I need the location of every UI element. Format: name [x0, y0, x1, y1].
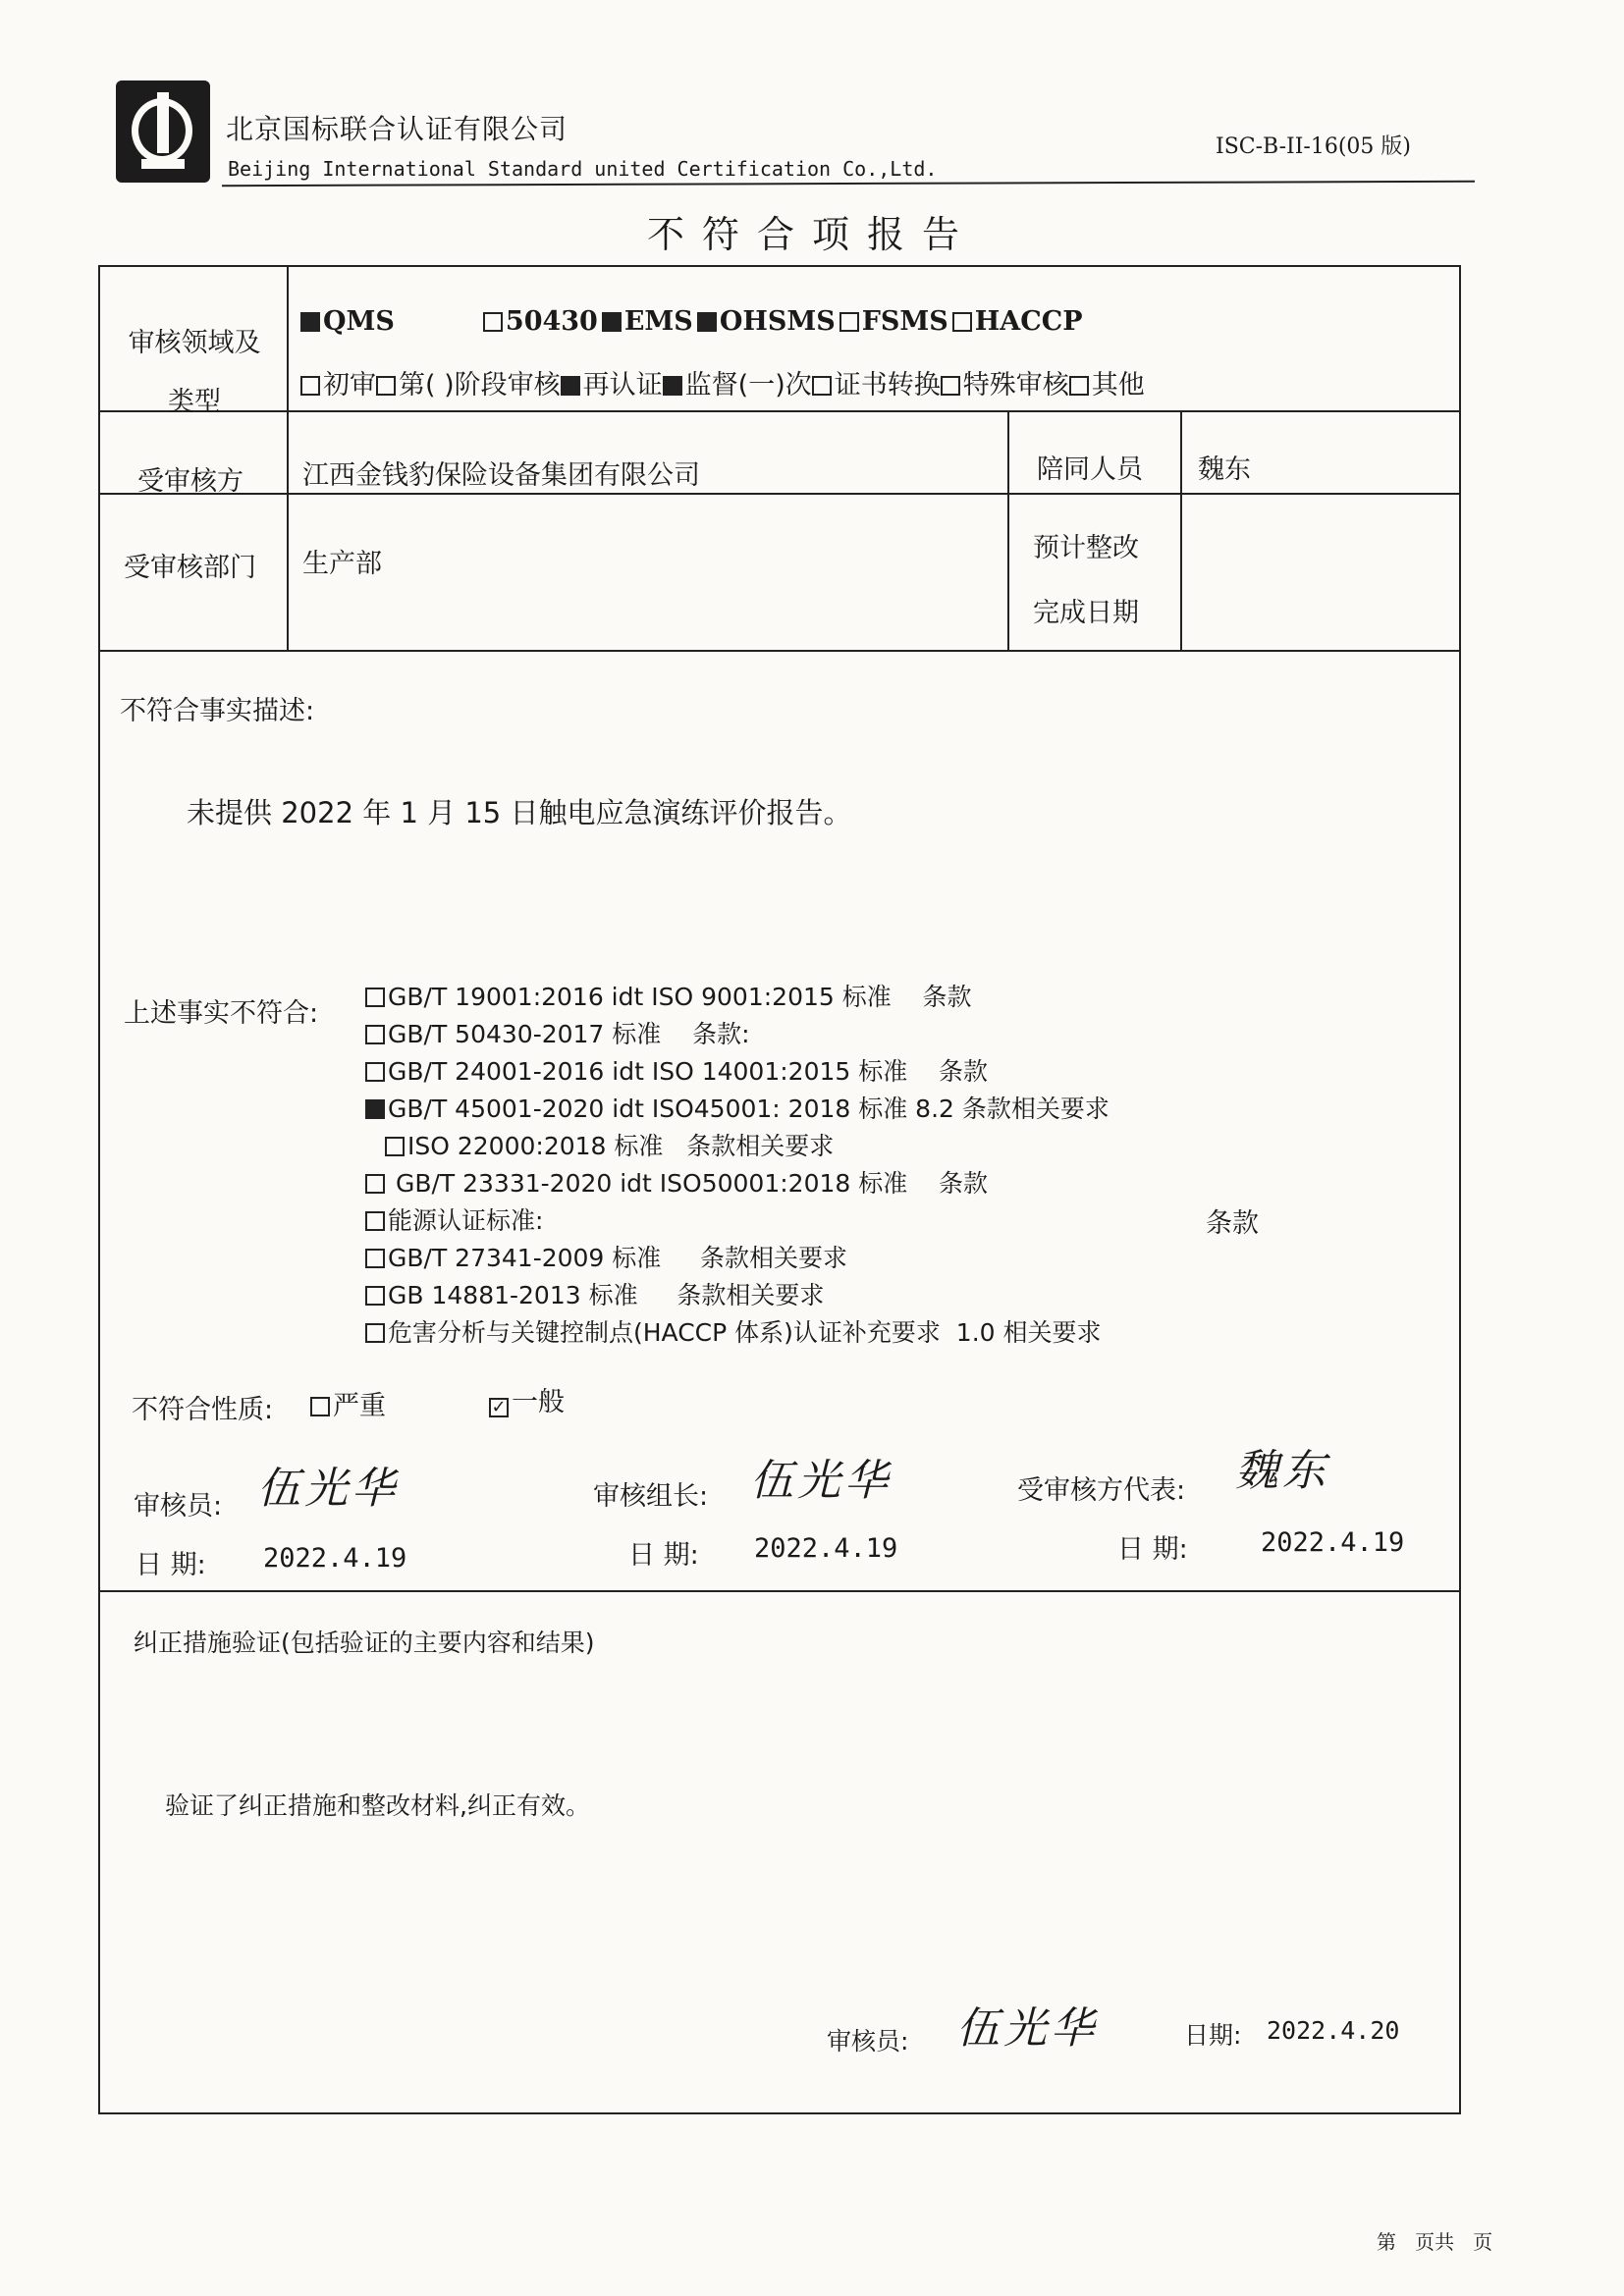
- standard-row: ISO 22000:2018 标准 条款相关要求: [365, 1127, 1110, 1164]
- form-number: ISC-B-II-16(05 版): [1216, 134, 1411, 159]
- system-checkbox[interactable]: [697, 312, 717, 332]
- system-option: 50430: [483, 306, 598, 337]
- auditor-label: 审核员:: [134, 1491, 223, 1522]
- audit-type-checkboxes: [300, 363, 1145, 401]
- nc-nature-general: ✓ 一般: [489, 1380, 565, 1418]
- audit-type-checkbox[interactable]: [300, 376, 320, 396]
- auditor-date-label: 日 期:: [135, 1550, 206, 1580]
- verification-date: 2022.4.20: [1267, 2016, 1400, 2045]
- energy-clause: 条款: [1206, 1208, 1259, 1239]
- standard-row: GB/T 19001:2016 idt ISO 9001:2015 标准 条款: [365, 978, 1110, 1015]
- standard-checkbox[interactable]: [365, 1211, 385, 1231]
- audit-type-checkbox[interactable]: [812, 376, 832, 396]
- due-date-label-2: 完成日期: [1033, 598, 1139, 628]
- auditee-name: 江西金钱豹保险设备集团有限公司: [302, 460, 700, 491]
- standard-checkbox[interactable]: [365, 1323, 385, 1343]
- standard-checkbox[interactable]: [365, 1099, 385, 1119]
- system-option: OHSMS: [697, 306, 836, 337]
- audit-type-checkbox[interactable]: [941, 376, 960, 396]
- company-logo: [116, 80, 210, 183]
- nc-nature-label: 不符合性质:: [132, 1395, 274, 1425]
- standard-row: 能源认证标准:: [365, 1201, 1110, 1239]
- system-checkboxes: [300, 306, 1087, 337]
- companion-label: 陪同人员: [1037, 454, 1143, 485]
- audit-type-option: 监督(一)次: [663, 370, 812, 400]
- standard-checkbox[interactable]: [365, 1062, 385, 1082]
- auditor-date: 2022.4.19: [263, 1543, 407, 1574]
- standard-row: 危害分析与关键控制点(HACCP 体系)认证补充要求 1.0 相关要求: [365, 1313, 1110, 1351]
- audit-type-option: 其他: [1069, 370, 1145, 400]
- nc-nature-severe: 严重: [310, 1384, 386, 1422]
- nc-description: 未提供 2022 年 1 月 15 日触电应急演练评价报告。: [187, 796, 852, 829]
- leader-signature: 伍光华: [750, 1456, 892, 1506]
- system-checkbox[interactable]: [839, 312, 859, 332]
- verification-label: 纠正措施验证(包括验证的主要内容和结果): [134, 1629, 595, 1657]
- row-divider: [98, 1590, 1461, 1592]
- verification-text: 验证了纠正措施和整改材料,纠正有效。: [165, 1791, 590, 1820]
- audit-type-checkbox[interactable]: [663, 376, 682, 396]
- row-divider: [98, 410, 1461, 412]
- audit-scope-label: 审核领域及类型: [128, 328, 261, 417]
- audit-type-checkbox[interactable]: [561, 376, 580, 396]
- companion-name: 魏东: [1198, 454, 1251, 485]
- standard-row: GB/T 50430-2017 标准 条款:: [365, 1015, 1110, 1052]
- general-checkbox[interactable]: ✓: [489, 1398, 509, 1417]
- auditor-signature: 伍光华: [257, 1464, 399, 1514]
- audit-type-option: 初审: [300, 370, 376, 400]
- page-number: 第 页共 页: [1377, 2230, 1493, 2254]
- department-label: 受审核部门: [124, 553, 256, 583]
- col-divider: [287, 267, 289, 652]
- company-name-en: Beijing International Standard united Certification Co.,Ltd.: [228, 157, 938, 181]
- company-name-cn: 北京国标联合认证有限公司: [226, 113, 568, 145]
- system-option: HACCP: [952, 306, 1083, 337]
- standard-row: GB/T 45001-2020 idt ISO45001: 2018 标准 8.2 条款相关要求: [365, 1090, 1110, 1127]
- standard-checkbox[interactable]: [365, 1174, 385, 1194]
- page-title: 不符合项报告: [646, 213, 977, 256]
- standard-row: GB/T 27341-2009 标准 条款相关要求: [365, 1239, 1110, 1276]
- system-checkbox[interactable]: [483, 312, 503, 332]
- verification-auditor-label: 审核员:: [827, 2027, 909, 2056]
- audit-type-checkbox[interactable]: [1069, 376, 1089, 396]
- row-divider: [98, 493, 1461, 495]
- system-checkbox[interactable]: [602, 312, 622, 332]
- severe-checkbox[interactable]: [310, 1397, 330, 1416]
- system-checkbox[interactable]: [952, 312, 972, 332]
- col-divider: [1007, 412, 1009, 652]
- system-option: FSMS: [839, 306, 948, 337]
- audit-type-option: 证书转换: [812, 370, 941, 400]
- system-option: QMS: [300, 306, 395, 337]
- rep-label: 受审核方代表:: [1017, 1475, 1186, 1506]
- standard-row: GB/T 23331-2020 idt ISO50001:2018 标准 条款: [365, 1164, 1110, 1201]
- standard-row: GB/T 24001-2016 idt ISO 14001:2015 标准 条款: [365, 1052, 1110, 1090]
- audit-type-checkbox[interactable]: [376, 376, 396, 396]
- standard-checkbox[interactable]: [365, 988, 385, 1007]
- standard-checkbox[interactable]: [365, 1025, 385, 1044]
- verification-date-label: 日期:: [1184, 2021, 1242, 2050]
- standard-checkbox[interactable]: [365, 1286, 385, 1306]
- leader-label: 审核组长:: [593, 1481, 709, 1512]
- rep-date-label: 日 期:: [1117, 1534, 1188, 1565]
- due-date-label-1: 预计整改: [1033, 533, 1139, 563]
- audit-type-option: 特殊审核: [941, 370, 1069, 400]
- nc-description-label: 不符合事实描述:: [120, 696, 315, 726]
- violates-label: 上述事实不符合:: [124, 998, 319, 1029]
- col-divider: [1180, 412, 1182, 652]
- verification-auditor-signature: 伍光华: [956, 2003, 1098, 2054]
- leader-date-label: 日 期:: [628, 1540, 699, 1571]
- system-option: EMS: [602, 306, 693, 337]
- standard-row: GB 14881-2013 标准 条款相关要求: [365, 1276, 1110, 1313]
- auditee-label: 受审核方: [137, 466, 244, 497]
- audit-type-option: 再认证: [561, 370, 663, 400]
- audit-type-option: 第( )阶段审核: [376, 370, 561, 400]
- standard-checkbox[interactable]: [385, 1137, 405, 1156]
- standard-checkbox[interactable]: [365, 1249, 385, 1268]
- header-rule: [222, 181, 1475, 187]
- row-divider: [98, 650, 1461, 652]
- system-checkbox[interactable]: [300, 312, 320, 332]
- rep-signature: 魏东: [1235, 1446, 1329, 1496]
- department-name: 生产部: [302, 549, 382, 579]
- rep-date: 2022.4.19: [1261, 1527, 1405, 1558]
- standards-list: [365, 978, 1110, 1351]
- leader-date: 2022.4.19: [754, 1533, 898, 1564]
